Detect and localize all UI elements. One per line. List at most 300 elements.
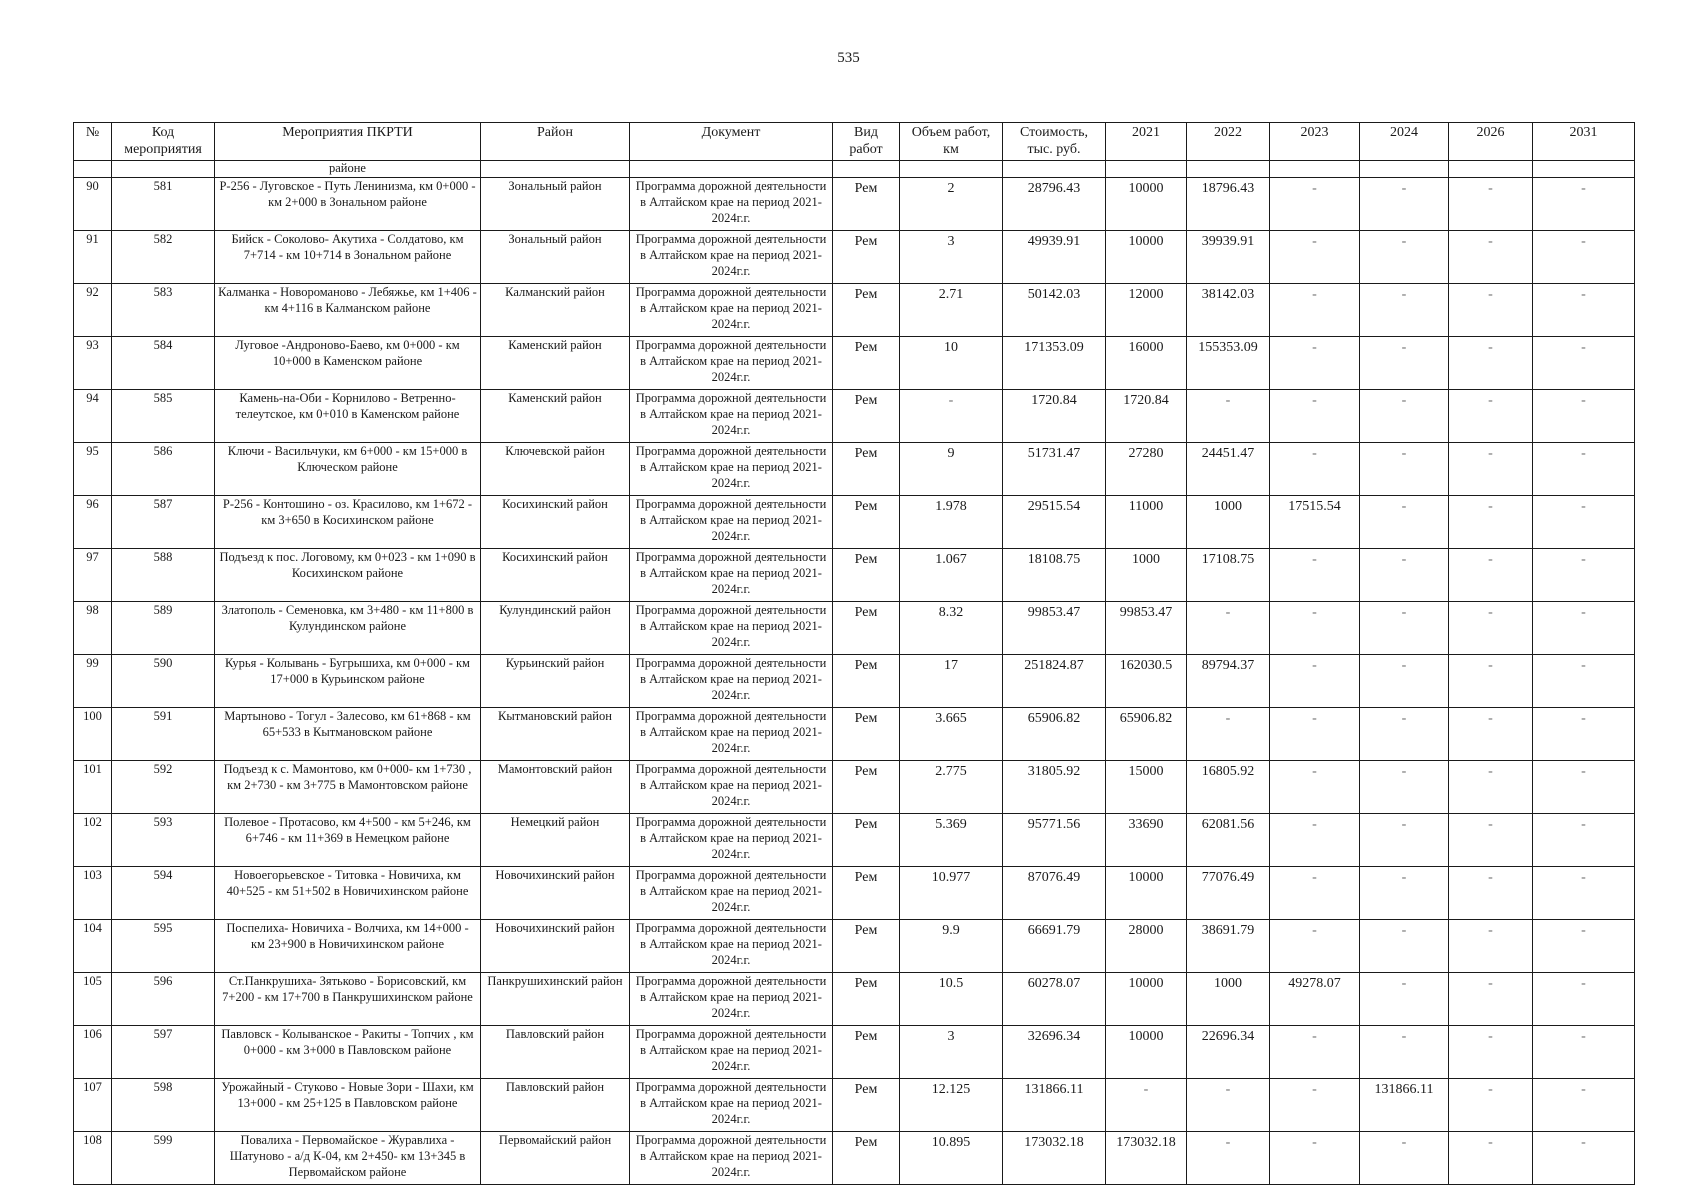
event-name: Урожайный - Стуково - Новые Зори - Шахи, км 13+000 - км 25+125 в Павловском районе	[215, 1079, 481, 1132]
row-number: 98	[74, 602, 112, 655]
work-volume: -	[900, 390, 1003, 443]
year-2021: 10000	[1106, 1026, 1187, 1079]
year-2026: -	[1449, 231, 1533, 284]
work-volume: 10	[900, 337, 1003, 390]
work-type: Рем	[833, 708, 900, 761]
year-2031: -	[1533, 390, 1635, 443]
year-2026: -	[1449, 1026, 1533, 1079]
event-code: 592	[112, 761, 215, 814]
cost: 66691.79	[1003, 920, 1106, 973]
column-header: Мероприятия ПКРТИ	[215, 123, 481, 161]
work-type: Рем	[833, 496, 900, 549]
year-2021: 10000	[1106, 973, 1187, 1026]
cost: 99853.47	[1003, 602, 1106, 655]
year-2021: 12000	[1106, 284, 1187, 337]
work-volume: 1.067	[900, 549, 1003, 602]
event-code: 590	[112, 655, 215, 708]
row-number: 99	[74, 655, 112, 708]
year-2021: 10000	[1106, 231, 1187, 284]
event-code: 585	[112, 390, 215, 443]
cost: 251824.87	[1003, 655, 1106, 708]
event-name: Павловск - Колыванское - Ракиты - Топчих , км 0+000 - км 3+000 в Павловском районе	[215, 1026, 481, 1079]
year-2023: -	[1270, 920, 1360, 973]
cost: 171353.09	[1003, 337, 1106, 390]
district: Косихинский район	[481, 496, 630, 549]
year-2024: -	[1360, 549, 1449, 602]
event-name: Р-256 - Контошино - оз. Красилово, км 1+672 - км 3+650 в Косихинском районе	[215, 496, 481, 549]
year-2023: -	[1270, 655, 1360, 708]
year-2026: -	[1449, 1079, 1533, 1132]
cost: 29515.54	[1003, 496, 1106, 549]
year-2023: -	[1270, 1132, 1360, 1185]
row-number: 102	[74, 814, 112, 867]
row-number: 96	[74, 496, 112, 549]
column-header: 2024	[1360, 123, 1449, 161]
year-2024: -	[1360, 443, 1449, 496]
column-header: Объем работ, км	[900, 123, 1003, 161]
work-volume: 12.125	[900, 1079, 1003, 1132]
year-2022: -	[1187, 602, 1270, 655]
year-2021: 33690	[1106, 814, 1187, 867]
table-row	[74, 973, 1635, 1026]
work-type: Рем	[833, 1026, 900, 1079]
column-header: 2023	[1270, 123, 1360, 161]
document: Программа дорожной деятельности в Алтайском крае на период 2021-2024г.г.	[630, 708, 833, 761]
year-2022: 16805.92	[1187, 761, 1270, 814]
year-2026: -	[1449, 973, 1533, 1026]
event-name: Р-256 - Луговское - Путь Ленинизма, км 0+000 - км 2+000 в Зональном районе	[215, 178, 481, 231]
work-type: Рем	[833, 390, 900, 443]
cost: 131866.11	[1003, 1079, 1106, 1132]
document: Программа дорожной деятельности в Алтайском крае на период 2021-2024г.г.	[630, 231, 833, 284]
header-row	[74, 123, 1635, 161]
cost: 65906.82	[1003, 708, 1106, 761]
year-2031: -	[1533, 1026, 1635, 1079]
year-2031: -	[1533, 337, 1635, 390]
year-2023: -	[1270, 337, 1360, 390]
document: Программа дорожной деятельности в Алтайском крае на период 2021-2024г.г.	[630, 1132, 833, 1185]
table-row	[74, 284, 1635, 337]
year-2021: 65906.82	[1106, 708, 1187, 761]
year-2031: -	[1533, 814, 1635, 867]
year-2031: -	[1533, 549, 1635, 602]
document: Программа дорожной деятельности в Алтайском крае на период 2021-2024г.г.	[630, 761, 833, 814]
year-2022: -	[1187, 1079, 1270, 1132]
year-2024: -	[1360, 1026, 1449, 1079]
district: Первомайский район	[481, 1132, 630, 1185]
district: Зональный район	[481, 231, 630, 284]
year-2024: -	[1360, 814, 1449, 867]
event-name: Калманка - Новороманово - Лебяжье, км 1+406 - км 4+116 в Калманском районе	[215, 284, 481, 337]
year-2021: 162030.5	[1106, 655, 1187, 708]
year-2021: 99853.47	[1106, 602, 1187, 655]
table-row	[74, 602, 1635, 655]
row-number: 93	[74, 337, 112, 390]
year-2024: -	[1360, 337, 1449, 390]
year-2024: -	[1360, 496, 1449, 549]
work-type: Рем	[833, 178, 900, 231]
year-2022: 89794.37	[1187, 655, 1270, 708]
cost: 87076.49	[1003, 867, 1106, 920]
row-number: 94	[74, 390, 112, 443]
event-code: 589	[112, 602, 215, 655]
row-number: 95	[74, 443, 112, 496]
table-row	[74, 337, 1635, 390]
year-2021: 1000	[1106, 549, 1187, 602]
year-2026: -	[1449, 178, 1533, 231]
year-2023: -	[1270, 761, 1360, 814]
event-name: Подъезд к с. Мамонтово, км 0+000- км 1+730 , км 2+730 - км 3+775 в Мамонтовском районе	[215, 761, 481, 814]
work-volume: 17	[900, 655, 1003, 708]
work-type: Рем	[833, 920, 900, 973]
document: Программа дорожной деятельности в Алтайском крае на период 2021-2024г.г.	[630, 337, 833, 390]
column-header: Стоимость, тыс. руб.	[1003, 123, 1106, 161]
event-code: 584	[112, 337, 215, 390]
district: Курьинский район	[481, 655, 630, 708]
year-2024: -	[1360, 1132, 1449, 1185]
work-type: Рем	[833, 814, 900, 867]
document: Программа дорожной деятельности в Алтайском крае на период 2021-2024г.г.	[630, 920, 833, 973]
table-row	[74, 1079, 1635, 1132]
table-row	[74, 814, 1635, 867]
column-header: Документ	[630, 123, 833, 161]
year-2023: -	[1270, 178, 1360, 231]
district: Косихинский район	[481, 549, 630, 602]
event-code: 588	[112, 549, 215, 602]
cost: 49939.91	[1003, 231, 1106, 284]
event-name: Златополь - Семеновка, км 3+480 - км 11+800 в Кулундинском районе	[215, 602, 481, 655]
row-number: 106	[74, 1026, 112, 1079]
year-2031: -	[1533, 602, 1635, 655]
work-type: Рем	[833, 973, 900, 1026]
year-2031: -	[1533, 708, 1635, 761]
year-2021: 28000	[1106, 920, 1187, 973]
table-row	[74, 443, 1635, 496]
row-number: 104	[74, 920, 112, 973]
year-2023: 49278.07	[1270, 973, 1360, 1026]
year-2022: -	[1187, 390, 1270, 443]
work-volume: 9	[900, 443, 1003, 496]
district: Павловский район	[481, 1079, 630, 1132]
row-number: 101	[74, 761, 112, 814]
work-type: Рем	[833, 549, 900, 602]
continuation-text: районе	[215, 161, 481, 178]
year-2026: -	[1449, 284, 1533, 337]
work-volume: 3.665	[900, 708, 1003, 761]
work-type: Рем	[833, 231, 900, 284]
table-row	[74, 708, 1635, 761]
year-2031: -	[1533, 920, 1635, 973]
table-row	[74, 178, 1635, 231]
document: Программа дорожной деятельности в Алтайском крае на период 2021-2024г.г.	[630, 390, 833, 443]
year-2026: -	[1449, 761, 1533, 814]
year-2031: -	[1533, 178, 1635, 231]
district: Ключевской район	[481, 443, 630, 496]
year-2021: 173032.18	[1106, 1132, 1187, 1185]
row-number: 91	[74, 231, 112, 284]
year-2026: -	[1449, 549, 1533, 602]
column-header: №	[74, 123, 112, 161]
work-volume: 10.977	[900, 867, 1003, 920]
column-header: 2022	[1187, 123, 1270, 161]
continuation-row	[74, 161, 1635, 178]
work-volume: 2	[900, 178, 1003, 231]
work-type: Рем	[833, 337, 900, 390]
document: Программа дорожной деятельности в Алтайском крае на период 2021-2024г.г.	[630, 549, 833, 602]
column-header: Код мероприятия	[112, 123, 215, 161]
event-name: Подъезд к пос. Логовому, км 0+023 - км 1+090 в Косихинском районе	[215, 549, 481, 602]
year-2024: -	[1360, 655, 1449, 708]
year-2031: -	[1533, 231, 1635, 284]
district: Новочихинский район	[481, 920, 630, 973]
row-number: 107	[74, 1079, 112, 1132]
cost: 51731.47	[1003, 443, 1106, 496]
work-volume: 10.5	[900, 973, 1003, 1026]
table-row	[74, 920, 1635, 973]
district: Панкрушихинский район	[481, 973, 630, 1026]
row-number: 108	[74, 1132, 112, 1185]
year-2022: 155353.09	[1187, 337, 1270, 390]
work-type: Рем	[833, 761, 900, 814]
event-code: 593	[112, 814, 215, 867]
year-2031: -	[1533, 1132, 1635, 1185]
table-row	[74, 231, 1635, 284]
year-2023: -	[1270, 284, 1360, 337]
work-type: Рем	[833, 602, 900, 655]
event-code: 591	[112, 708, 215, 761]
year-2024: -	[1360, 920, 1449, 973]
year-2031: -	[1533, 655, 1635, 708]
event-name: Камень-на-Оби - Корнилово - Ветреннотелеутское, км 0+010 в Каменском районе	[215, 390, 481, 443]
table-row	[74, 1132, 1635, 1185]
event-code: 587	[112, 496, 215, 549]
year-2024: -	[1360, 973, 1449, 1026]
year-2022: 1000	[1187, 496, 1270, 549]
year-2023: -	[1270, 867, 1360, 920]
event-code: 598	[112, 1079, 215, 1132]
table-row	[74, 867, 1635, 920]
year-2026: -	[1449, 1132, 1533, 1185]
year-2024: -	[1360, 390, 1449, 443]
work-volume: 1.978	[900, 496, 1003, 549]
district: Немецкий район	[481, 814, 630, 867]
year-2021: 16000	[1106, 337, 1187, 390]
district: Новочихинский район	[481, 867, 630, 920]
year-2023: -	[1270, 602, 1360, 655]
year-2022: 24451.47	[1187, 443, 1270, 496]
table-row	[74, 761, 1635, 814]
table-row	[74, 1026, 1635, 1079]
event-name: Полевое - Протасово, км 4+500 - км 5+246, км 6+746 - км 11+369 в Немецком районе	[215, 814, 481, 867]
document: Программа дорожной деятельности в Алтайском крае на период 2021-2024г.г.	[630, 973, 833, 1026]
event-code: 594	[112, 867, 215, 920]
work-volume: 9.9	[900, 920, 1003, 973]
cost: 18108.75	[1003, 549, 1106, 602]
cost: 60278.07	[1003, 973, 1106, 1026]
year-2026: -	[1449, 814, 1533, 867]
year-2026: -	[1449, 602, 1533, 655]
row-number: 100	[74, 708, 112, 761]
road-works-table	[73, 122, 1635, 1185]
year-2022: 62081.56	[1187, 814, 1270, 867]
work-volume: 2.775	[900, 761, 1003, 814]
document: Программа дорожной деятельности в Алтайском крае на период 2021-2024г.г.	[630, 814, 833, 867]
year-2022: 38691.79	[1187, 920, 1270, 973]
year-2023: -	[1270, 814, 1360, 867]
year-2021: 27280	[1106, 443, 1187, 496]
year-2024: -	[1360, 761, 1449, 814]
district: Мамонтовский район	[481, 761, 630, 814]
year-2022: 18796.43	[1187, 178, 1270, 231]
year-2023: -	[1270, 390, 1360, 443]
column-header: 2031	[1533, 123, 1635, 161]
year-2022: -	[1187, 1132, 1270, 1185]
year-2023: 17515.54	[1270, 496, 1360, 549]
district: Кулундинский район	[481, 602, 630, 655]
row-number: 97	[74, 549, 112, 602]
event-code: 595	[112, 920, 215, 973]
column-header: Район	[481, 123, 630, 161]
district: Павловский район	[481, 1026, 630, 1079]
event-code: 581	[112, 178, 215, 231]
work-volume: 2.71	[900, 284, 1003, 337]
year-2021: 10000	[1106, 867, 1187, 920]
work-volume: 3	[900, 1026, 1003, 1079]
year-2023: -	[1270, 708, 1360, 761]
year-2023: -	[1270, 443, 1360, 496]
district: Кытмановский район	[481, 708, 630, 761]
year-2031: -	[1533, 761, 1635, 814]
work-type: Рем	[833, 1132, 900, 1185]
cost: 28796.43	[1003, 178, 1106, 231]
page-number: 535	[837, 50, 860, 66]
district: Калманский район	[481, 284, 630, 337]
event-code: 582	[112, 231, 215, 284]
cost: 95771.56	[1003, 814, 1106, 867]
year-2024: -	[1360, 284, 1449, 337]
document: Программа дорожной деятельности в Алтайском крае на период 2021-2024г.г.	[630, 178, 833, 231]
year-2021: -	[1106, 1079, 1187, 1132]
year-2024: -	[1360, 231, 1449, 284]
cost: 32696.34	[1003, 1026, 1106, 1079]
table-row	[74, 496, 1635, 549]
year-2022: 77076.49	[1187, 867, 1270, 920]
year-2022: 22696.34	[1187, 1026, 1270, 1079]
year-2024: -	[1360, 708, 1449, 761]
work-volume: 10.895	[900, 1132, 1003, 1185]
event-name: Курья - Колывань - Бугрышиха, км 0+000 - км 17+000 в Курьинском районе	[215, 655, 481, 708]
year-2021: 1720.84	[1106, 390, 1187, 443]
year-2021: 11000	[1106, 496, 1187, 549]
event-code: 596	[112, 973, 215, 1026]
column-header: Вид работ	[833, 123, 900, 161]
year-2024: -	[1360, 178, 1449, 231]
year-2023: -	[1270, 1026, 1360, 1079]
column-header: 2021	[1106, 123, 1187, 161]
event-name: Ключи - Васильчуки, км 6+000 - км 15+000 в Ключеском районе	[215, 443, 481, 496]
event-name: Бийск - Соколово- Акутиха - Солдатово, км 7+714 - км 10+714 в Зональном районе	[215, 231, 481, 284]
year-2026: -	[1449, 443, 1533, 496]
year-2031: -	[1533, 973, 1635, 1026]
document: Программа дорожной деятельности в Алтайском крае на период 2021-2024г.г.	[630, 1079, 833, 1132]
work-volume: 8.32	[900, 602, 1003, 655]
document: Программа дорожной деятельности в Алтайском крае на период 2021-2024г.г.	[630, 602, 833, 655]
year-2023: -	[1270, 1079, 1360, 1132]
year-2026: -	[1449, 867, 1533, 920]
year-2026: -	[1449, 920, 1533, 973]
year-2022: 38142.03	[1187, 284, 1270, 337]
work-type: Рем	[833, 1079, 900, 1132]
cost: 50142.03	[1003, 284, 1106, 337]
event-code: 599	[112, 1132, 215, 1185]
document: Программа дорожной деятельности в Алтайском крае на период 2021-2024г.г.	[630, 655, 833, 708]
work-type: Рем	[833, 443, 900, 496]
work-type: Рем	[833, 867, 900, 920]
row-number: 105	[74, 973, 112, 1026]
year-2024: -	[1360, 602, 1449, 655]
event-code: 583	[112, 284, 215, 337]
document: Программа дорожной деятельности в Алтайском крае на период 2021-2024г.г.	[630, 1026, 833, 1079]
year-2031: -	[1533, 284, 1635, 337]
year-2026: -	[1449, 337, 1533, 390]
row-number: 90	[74, 178, 112, 231]
district: Каменский район	[481, 390, 630, 443]
year-2026: -	[1449, 390, 1533, 443]
column-header: 2026	[1449, 123, 1533, 161]
event-name: Мартыново - Тогул - Залесово, км 61+868 - км 65+533 в Кытмановском районе	[215, 708, 481, 761]
work-volume: 3	[900, 231, 1003, 284]
year-2031: -	[1533, 496, 1635, 549]
event-code: 597	[112, 1026, 215, 1079]
work-volume: 5.369	[900, 814, 1003, 867]
table-row	[74, 549, 1635, 602]
year-2023: -	[1270, 231, 1360, 284]
row-number: 92	[74, 284, 112, 337]
table-row	[74, 390, 1635, 443]
row-number: 103	[74, 867, 112, 920]
cost: 1720.84	[1003, 390, 1106, 443]
event-name: Ст.Панкрушиха- Зятьково - Борисовский, км 7+200 - км 17+700 в Панкрушихинском районе	[215, 973, 481, 1026]
year-2021: 15000	[1106, 761, 1187, 814]
event-name: Повалиха - Первомайское - Журавлиха - Шатуново - а/д К-04, км 2+450- км 13+345 в Первомайском районе	[215, 1132, 481, 1185]
document: Программа дорожной деятельности в Алтайском крае на период 2021-2024г.г.	[630, 284, 833, 337]
year-2026: -	[1449, 655, 1533, 708]
year-2022: -	[1187, 708, 1270, 761]
event-name: Поспелиха- Новичиха - Волчиха, км 14+000 - км 23+900 в Новичихинском районе	[215, 920, 481, 973]
year-2031: -	[1533, 867, 1635, 920]
year-2022: 39939.91	[1187, 231, 1270, 284]
year-2021: 10000	[1106, 178, 1187, 231]
event-code: 586	[112, 443, 215, 496]
cost: 173032.18	[1003, 1132, 1106, 1185]
year-2026: -	[1449, 496, 1533, 549]
cost: 31805.92	[1003, 761, 1106, 814]
document: Программа дорожной деятельности в Алтайском крае на период 2021-2024г.г.	[630, 867, 833, 920]
event-name: Новоегорьевское - Титовка - Новичиха, км 40+525 - км 51+502 в Новичихинском районе	[215, 867, 481, 920]
year-2022: 17108.75	[1187, 549, 1270, 602]
year-2023: -	[1270, 549, 1360, 602]
work-type: Рем	[833, 655, 900, 708]
year-2024: 131866.11	[1360, 1079, 1449, 1132]
district: Зональный район	[481, 178, 630, 231]
year-2022: 1000	[1187, 973, 1270, 1026]
work-type: Рем	[833, 284, 900, 337]
district: Каменский район	[481, 337, 630, 390]
table-row	[74, 655, 1635, 708]
year-2031: -	[1533, 1079, 1635, 1132]
year-2031: -	[1533, 443, 1635, 496]
year-2026: -	[1449, 708, 1533, 761]
